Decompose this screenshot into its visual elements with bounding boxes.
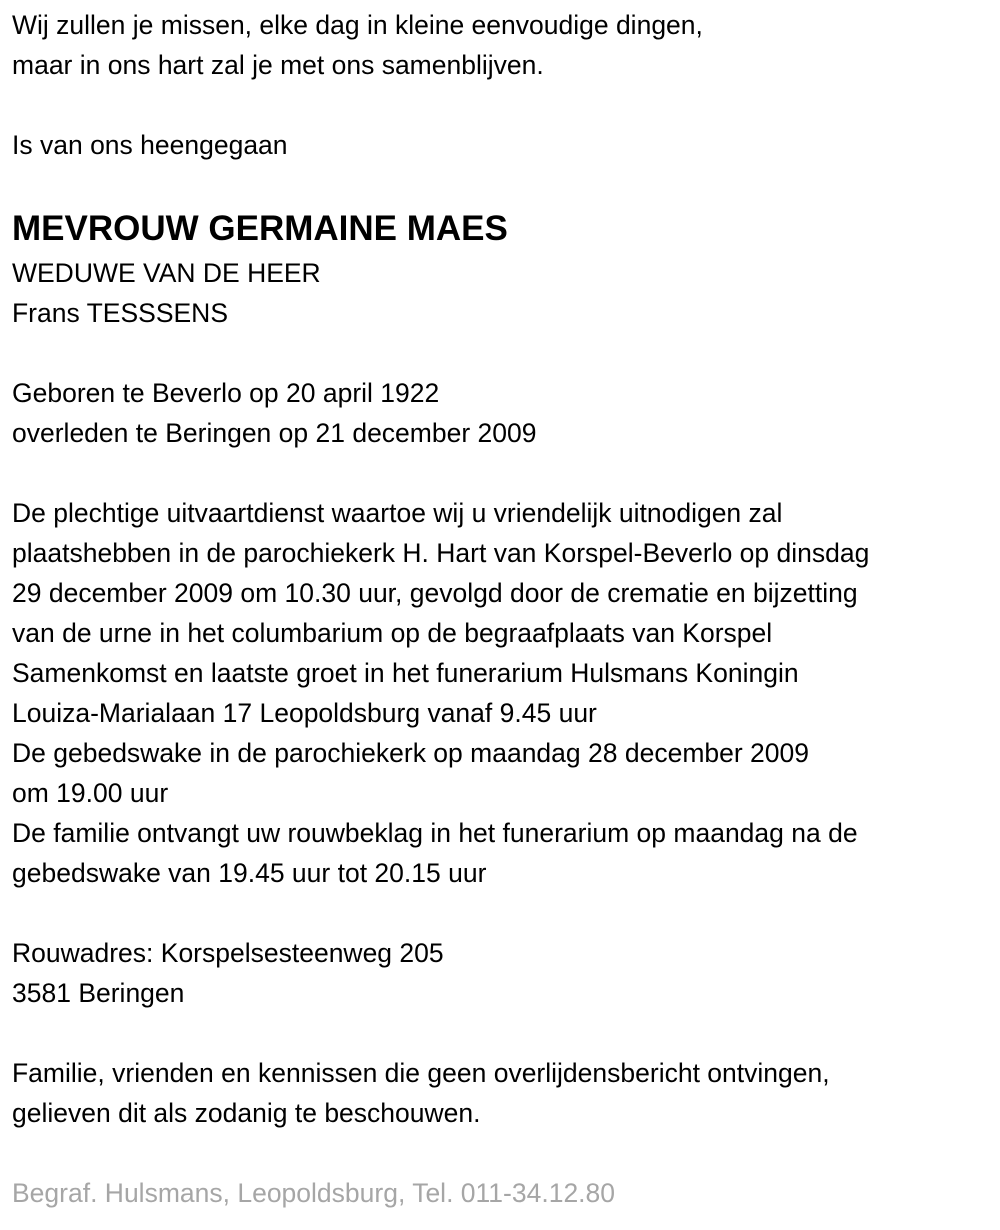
birth-line: Geboren te Beverlo op 20 april 1922 — [12, 378, 440, 408]
ceremony-line: plaatshebben in de parochiekerk H. Hart van Korspel-Beverlo op dinsdag — [12, 538, 870, 568]
spouse-line: Frans TESSSENS — [12, 298, 228, 328]
ceremony-line: De familie ontvangt uw rouwbeklag in het funerarium op maandag na de — [12, 818, 858, 848]
mourning-address: Rouwadres: Korspelsesteenweg 205 — [12, 938, 444, 968]
ceremony-line: om 19.00 uur — [12, 778, 169, 808]
poem — [12, 5, 997, 85]
ceremony-details — [12, 493, 997, 893]
ceremony-line: De plechtige uitvaartdienst waartoe wij u vriendelijk uitnodigen zal — [12, 498, 783, 528]
deceased-name: MEVROUW GERMAINE MAES — [12, 209, 508, 248]
notice-line: gelieven dit als zodanig te beschouwen. — [12, 1098, 481, 1128]
poem-line: maar in ons hart zal je met ons samenblijven. — [12, 50, 544, 80]
ceremony-line: van de urne in het columbarium op de begraafplaats van Korspel — [12, 618, 773, 648]
death-line: overleden te Beringen op 21 december 2009 — [12, 418, 537, 448]
obituary-notice — [12, 5, 997, 1213]
notice-line: Familie, vrienden en kennissen die geen overlijdensbericht ontvingen, — [12, 1058, 830, 1088]
ceremony-line: Samenkomst en laatste groet in het funerarium Hulsmans Koningin — [12, 658, 799, 688]
mourning-city: 3581 Beringen — [12, 978, 185, 1008]
poem-line: Wij zullen je missen, elke dag in kleine eenvoudige dingen, — [12, 10, 703, 40]
spouse-line: WEDUWE VAN DE HEER — [12, 258, 321, 288]
ceremony-line: gebedswake van 19.45 uur tot 20.15 uur — [12, 858, 487, 888]
funeral-home-footer: Begraf. Hulsmans, Leopoldsburg, Tel. 011-34.12.80 — [12, 1178, 616, 1208]
ceremony-line: De gebedswake in de parochiekerk op maandag 28 december 2009 — [12, 738, 810, 768]
ceremony-line: Louiza-Marialaan 17 Leopoldsburg vanaf 9.45 uur — [12, 698, 597, 728]
ceremony-line: 29 december 2009 om 10.30 uur, gevolgd door de crematie en bijzetting — [12, 578, 858, 608]
intro-text: Is van ons heengegaan — [12, 130, 288, 160]
